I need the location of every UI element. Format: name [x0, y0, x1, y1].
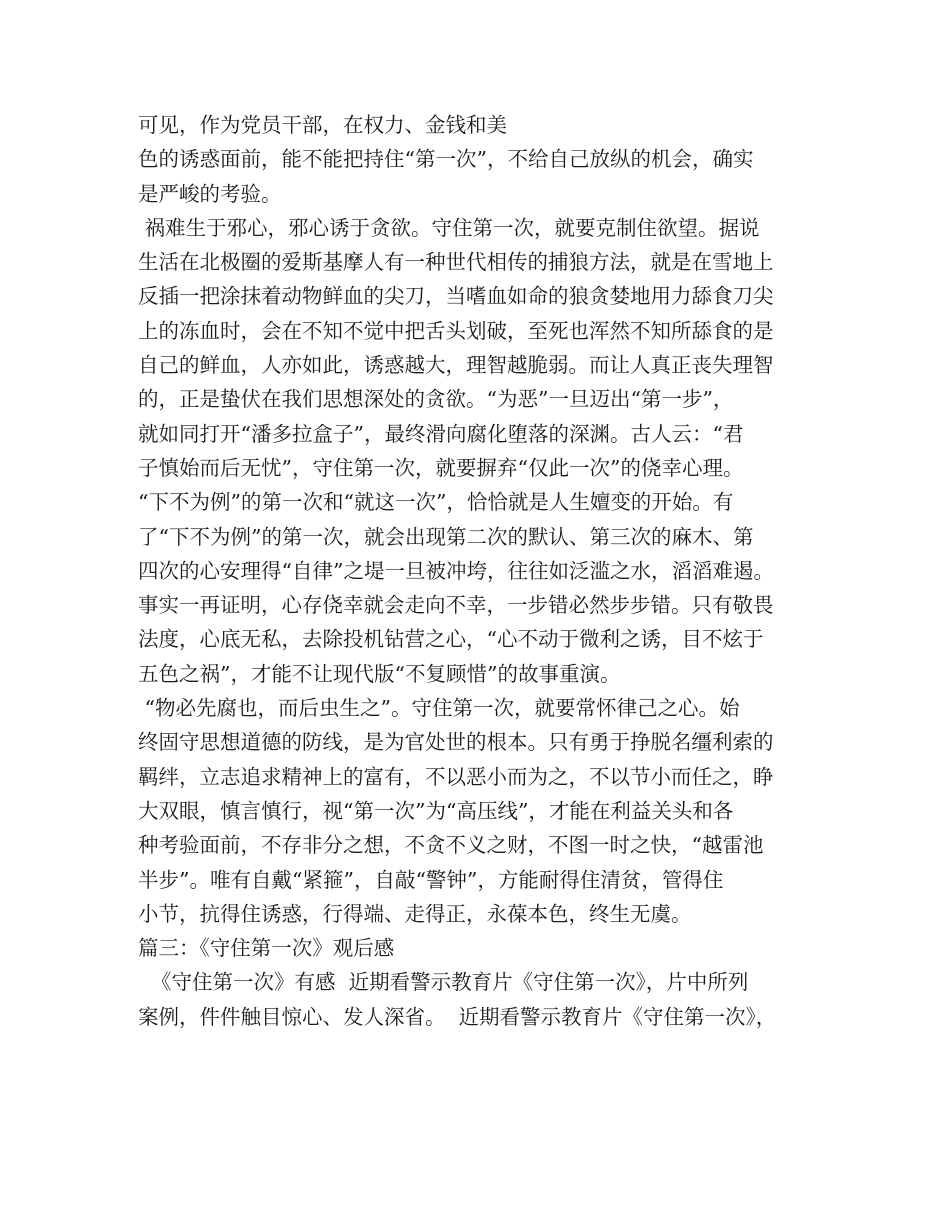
- text-line: 终固守思想道德的防线，是为官处世的根本。只有勇于挣脱名缰利索的: [138, 730, 774, 755]
- text-line: 自己的鲜血，人亦如此，诱惑越大，理智越脆弱。而让人真正丧失理智: [138, 353, 774, 378]
- text-line: 半步”。唯有自戴“紧箍”，自敲“警钟”，方能耐得住清贫，管得住: [138, 867, 724, 892]
- text-line: 祸难生于邪心，邪心诱于贪欲。守住第一次，就要克制住欲望。据说: [138, 215, 760, 240]
- text-line: 案例，件件触目惊心、发人深省。 近期看警示教育片《守住第一次》，: [138, 1004, 777, 1029]
- text-line: 《守住第一次》有感 近期看警示教育片《守住第一次》，片中所列: [138, 970, 749, 995]
- section-heading: 篇三：《守住第一次》观后感: [138, 936, 395, 961]
- text-line: 种考验面前，不存非分之想，不贪不义之财，不图一时之快，“越雷池: [138, 833, 764, 858]
- text-line: “物必先腐也，而后虫生之”。守住第一次，就要常怀律己之心。始: [138, 696, 740, 721]
- text-line: 大双眼，慎言慎行，视“第一次”为“高压线”，才能在利益关头和各: [138, 798, 734, 823]
- text-line: 法度，心底无私，去除投机钻营之心，“心不动于微利之诱，目不炫于: [138, 627, 764, 652]
- text-line: 事实一再证明，心存侥幸就会走向不幸，一步错必然步步错。只有敬畏: [138, 593, 774, 618]
- text-line: 羁绊，立志追求精神上的富有，不以恶小而为之，不以节小而任之，睁: [138, 764, 774, 789]
- text-line: 四次的心安理得“自律”之堤一旦被冲垮，往往如泛滥之水，滔滔难遏。: [138, 558, 774, 583]
- text-line: 的，正是蛰伏在我们思想深处的贪欲。“为恶”一旦迈出“第一步”，: [138, 387, 734, 412]
- text-line: 小节，抗得住诱惑，行得端、走得正，永葆本色，终生无虞。: [138, 901, 692, 926]
- text-line: 子慎始而后无忧”，守住第一次，就要摒弃“仅此一次”的侥幸心理。: [138, 455, 744, 480]
- text-line: 生活在北极圈的爱斯基摩人有一种世代相传的捕狼方法，就是在雪地上: [138, 250, 774, 275]
- text-line: 就如同打开“潘多拉盒子”，最终滑向腐化堕落的深渊。古人云：“君: [138, 421, 744, 446]
- text-line: 五色之祸”，才能不让现代版“不复顾惜”的故事重演。: [138, 661, 621, 686]
- document-body: [138, 108, 828, 1034]
- text-line: 色的诱惑面前，能不能把持住“第一次”，不给自己放纵的机会，确实: [138, 147, 754, 172]
- text-line: 反插一把涂抹着动物鲜血的尖刀，当嗜血如命的狼贪婪地用力舔食刀尖: [138, 284, 774, 309]
- text-line: 上的冻血时，会在不知不觉中把舌头划破，至死也浑然不知所舔食的是: [138, 318, 774, 343]
- text-line: 可见，作为党员干部，在权力、金钱和美: [138, 113, 507, 137]
- text-line: “下不为例”的第一次和“就这一次”，恰恰就是人生嬗变的开始。有: [138, 490, 734, 515]
- text-line: 了“下不为例”的第一次，就会出现第二次的默认、第三次的麻木、第: [138, 524, 754, 549]
- text-line: 是严峻的考验。: [138, 181, 282, 206]
